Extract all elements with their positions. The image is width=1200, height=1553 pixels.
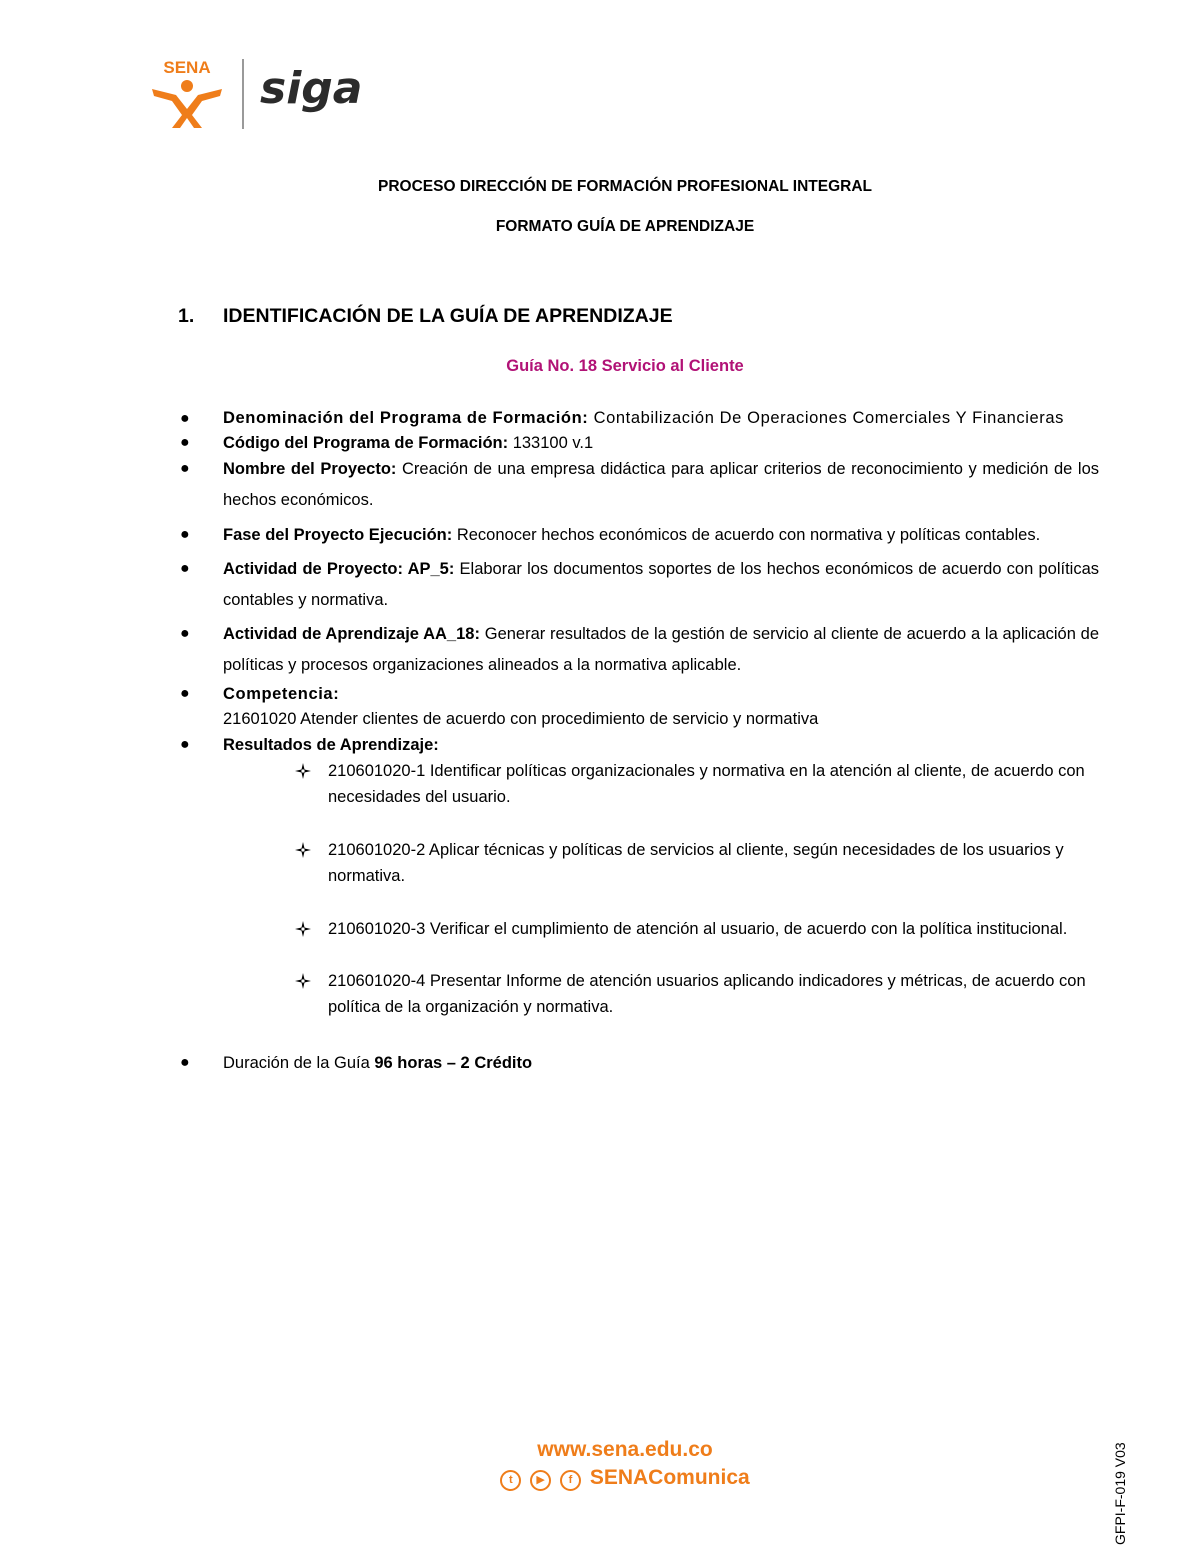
- format-title: FORMATO GUÍA DE APRENDIZAJE: [495, 218, 755, 235]
- bullet-icon: ●: [180, 625, 190, 643]
- footer-website-link[interactable]: www.sena.edu.co: [537, 1438, 713, 1461]
- results-list: [223, 758, 1099, 1021]
- bullet-icon: ●: [180, 460, 190, 478]
- item-label: Resultados de Aprendizaje:: [223, 735, 439, 754]
- duration-label: Duración de la Guía: [223, 1053, 375, 1072]
- diamond-bullet-icon: [295, 973, 311, 989]
- list-item-learning-activity: [180, 619, 1099, 680]
- diamond-bullet-icon: [295, 842, 311, 858]
- diamond-bullet-icon: [295, 921, 311, 937]
- bullet-icon: ●: [180, 685, 190, 703]
- section-number: 1.: [178, 305, 195, 327]
- list-item-learning-results: [180, 732, 1099, 758]
- section-title: IDENTIFICACIÓN DE LA GUÍA DE APRENDIZAJE: [223, 305, 673, 327]
- list-item-duration: [180, 1051, 1099, 1077]
- result-item: [328, 916, 1099, 942]
- result-item: [328, 837, 1099, 890]
- item-label: Actividad de Proyecto: AP_5:: [223, 560, 455, 579]
- siga-logo: [258, 63, 383, 123]
- list-item-project-activity: [180, 554, 1099, 615]
- header-logos: [150, 55, 390, 130]
- item-label: Competencia:: [223, 685, 340, 704]
- item-value: 21601020 Atender clientes de acuerdo con procedimiento de servicio y normativa: [223, 709, 819, 728]
- bullet-icon: ●: [180, 410, 190, 427]
- duration-value: 96 horas – 2 Crédito: [374, 1053, 533, 1072]
- identification-list: [180, 407, 1099, 1076]
- item-label: Código del Programa de Formación:: [223, 433, 509, 452]
- item-label: Denominación del Programa de Formación:: [223, 409, 589, 427]
- result-text: 210601020-3 Verificar el cumplimiento de atención al usuario, de acuerdo con la política institucional.: [328, 919, 1068, 938]
- result-text: 210601020-2 Aplicar técnicas y políticas de servicios al cliente, según necesidades de los usuarios y normativa.: [328, 840, 1064, 886]
- sena-logo: [150, 55, 225, 130]
- item-label: Nombre del Proyecto:: [223, 460, 397, 479]
- bullet-icon: ●: [180, 735, 190, 753]
- document-code: GFPI-F-019 V03: [1112, 1442, 1128, 1545]
- guide-title: Guía No. 18 Servicio al Cliente: [506, 357, 744, 375]
- social-handle[interactable]: SENAComunica: [589, 1466, 750, 1489]
- item-value: Creación de una empresa didáctica para aplicar criterios de reconocimiento y medición de los hechos económicos.: [223, 460, 1099, 509]
- bullet-icon: ●: [180, 1053, 190, 1071]
- siga-logo-text: siga: [260, 63, 363, 114]
- list-item-program-name: [180, 407, 1099, 431]
- bullet-icon: ●: [180, 433, 190, 451]
- item-label: Fase del Proyecto Ejecución:: [223, 525, 453, 544]
- sena-logo-text: SENA: [163, 58, 211, 77]
- result-text: 210601020-1 Identificar políticas organizacionales y normativa en la atención al cliente, de acuerdo con necesidades del usuario.: [328, 761, 1085, 807]
- section-heading: [178, 305, 673, 328]
- list-item-program-code: [180, 431, 1099, 457]
- footer-social: [0, 1466, 1200, 1491]
- item-value: Elaborar los documentos soportes de los hechos económicos de acuerdo con políticas contables y normativa.: [223, 560, 1099, 609]
- item-value: Reconocer hechos económicos de acuerdo con normativa y políticas contables.: [452, 525, 1041, 544]
- process-title: PROCESO DIRECCIÓN DE FORMACIÓN PROFESIONAL INTEGRAL: [377, 178, 873, 195]
- item-value: Contabilización De Operaciones Comerciales Y Financieras: [588, 409, 1065, 427]
- list-item-project-name: [180, 454, 1099, 515]
- item-label: Actividad de Aprendizaje AA_18:: [223, 625, 480, 644]
- facebook-icon[interactable]: f: [560, 1470, 581, 1491]
- bullet-icon: ●: [180, 560, 190, 578]
- result-item: [328, 758, 1099, 811]
- twitter-icon[interactable]: t: [500, 1470, 521, 1491]
- diamond-bullet-icon: [295, 763, 311, 779]
- list-item-competency: [180, 682, 1099, 732]
- result-item: [328, 968, 1099, 1021]
- list-item-project-phase: [180, 520, 1099, 551]
- youtube-icon[interactable]: ▶: [530, 1470, 551, 1491]
- bullet-icon: ●: [180, 525, 190, 543]
- logo-divider: [242, 59, 244, 129]
- item-value: Generar resultados de la gestión de servicio al cliente de acuerdo a la aplicación de políticas y procesos organizaciones alineados a la normativa aplicable.: [223, 625, 1099, 674]
- item-value: 133100 v.1: [508, 433, 594, 452]
- result-text: 210601020-4 Presentar Informe de atención usuarios aplicando indicadores y métricas, de acuerdo con política de la organización y normativa.: [328, 971, 1086, 1017]
